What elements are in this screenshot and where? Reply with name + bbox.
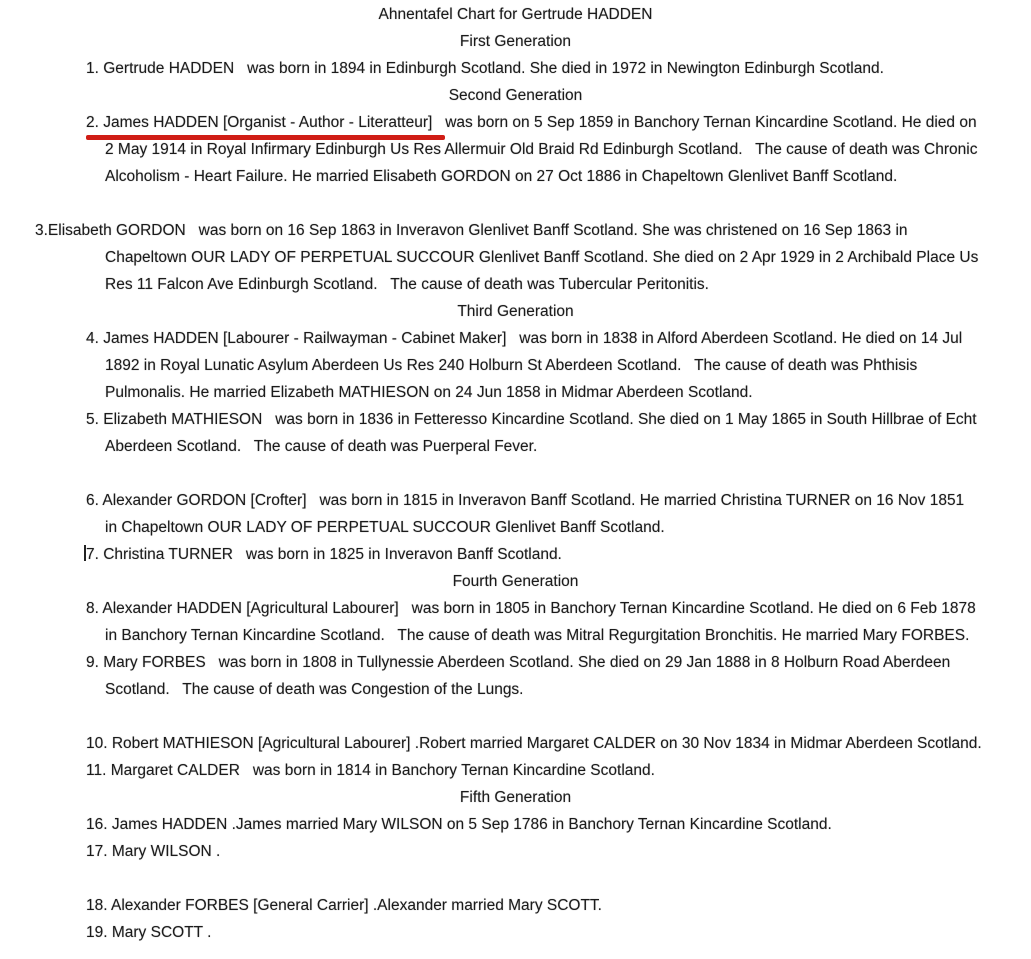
ahnentafel-entry (0, 487, 1031, 541)
entry-line: Res 11 Falcon Ave Edinburgh Scotland. The cause of death was Tubercular Peritonitis. (105, 276, 709, 293)
entry-line: 5. Elizabeth MATHIESON was born in 1836 in Fetteresso Kincardine Scotland. She died on 1 May 1865 in South Hillbrae of Echt (86, 411, 977, 428)
entry-line: 1. Gertrude HADDEN was born in 1894 in Edinburgh Scotland. She died in 1972 in Newington Edinburgh Scotland. (86, 60, 884, 77)
ahnentafel-entry (0, 892, 1031, 919)
entry-line: 2 May 1914 in Royal Infirmary Edinburgh Us Res Allermuir Old Braid Rd Edinburgh Scotland. The cause of death was Chronic (105, 141, 978, 158)
entry-line: in Chapeltown OUR LADY OF PERPETUAL SUCCOUR Glenlivet Banff Scotland. (105, 519, 665, 536)
ahnentafel-entry (0, 838, 1031, 865)
ahnentafel-entry (0, 217, 1031, 298)
generation-heading: Fourth Generation (452, 573, 579, 590)
document-body (0, 28, 1031, 946)
entry-line: 10. Robert MATHIESON [Agricultural Labourer] .Robert married Margaret CALDER on 30 Nov 1834 in Midmar Aberdeen Scotland. (86, 735, 982, 752)
ahnentafel-entry (0, 757, 1031, 784)
entry-line: Chapeltown OUR LADY OF PERPETUAL SUCCOUR Glenlivet Banff Scotland. She died on 2 Apr 1929 in 2 Archibald Place Us (105, 249, 979, 266)
entry-line: 11. Margaret CALDER was born in 1814 in Banchory Ternan Kincardine Scotland. (86, 762, 655, 779)
entry-line: 19. Mary SCOTT . (86, 924, 212, 941)
ahnentafel-entry (0, 919, 1031, 946)
blank-line (0, 703, 1031, 730)
entry-line: 9. Mary FORBES was born in 1808 in Tullynessie Aberdeen Scotland. She died on 29 Jan 1888 in 8 Holburn Road Aberdeen (86, 654, 951, 671)
generation-heading: Second Generation (448, 87, 583, 104)
ahnentafel-entry (0, 55, 1031, 82)
entry-line: Aberdeen Scotland. The cause of death was Puerperal Fever. (105, 438, 538, 455)
entry-line: 18. Alexander FORBES [General Carrier] .Alexander married Mary SCOTT. (86, 897, 602, 914)
document-title: Ahnentafel Chart for Gertrude HADDEN (378, 6, 653, 23)
ahnentafel-entry (0, 595, 1031, 649)
entry-line: Pulmonalis. He married Elizabeth MATHIESON on 24 Jun 1858 in Midmar Aberdeen Scotland. (105, 384, 753, 401)
generation-heading: First Generation (459, 33, 572, 50)
entry-line: 3.Elisabeth GORDON was born on 16 Sep 1863 in Inveravon Glenlivet Banff Scotland. She was christened on 16 Sep 1863 in (35, 222, 908, 239)
ahnentafel-entry (0, 649, 1031, 703)
ahnentafel-entry (0, 541, 1031, 568)
entry-line: in Banchory Ternan Kincardine Scotland. The cause of death was Mitral Regurgitation Bronchitis. He married Mary FORBES. (105, 627, 970, 644)
blank-line (0, 460, 1031, 487)
entry-line: 1892 in Royal Lunatic Asylum Aberdeen Us Res 240 Holburn St Aberdeen Scotland. The cause of death was Phthisis (105, 357, 918, 374)
entry-line: 16. James HADDEN .James married Mary WILSON on 5 Sep 1786 in Banchory Ternan Kincardine Scotland. (86, 816, 832, 833)
entry-line: 8. Alexander HADDEN [Agricultural Labourer] was born in 1805 in Banchory Ternan Kincardine Scotland. He died on 6 Feb 1878 (86, 600, 976, 617)
generation-heading: Third Generation (457, 303, 574, 320)
ahnentafel-entry (0, 811, 1031, 838)
entry-line: Alcoholism - Heart Failure. He married Elisabeth GORDON on 27 Oct 1886 in Chapeltown Glenlivet Banff Scotland. (105, 168, 898, 185)
ahnentafel-entry (0, 406, 1031, 460)
entry-line: 7. Christina TURNER was born in 1825 in Inveravon Banff Scotland. (86, 546, 562, 563)
ahnentafel-entry (0, 109, 1031, 190)
blank-line (0, 865, 1031, 892)
entry-line: Scotland. The cause of death was Congestion of the Lungs. (105, 681, 524, 698)
entry-line: 2. James HADDEN [Organist - Author - Literatteur] was born on 5 Sep 1859 in Banchory Ternan Kincardine Scotland. He died on (0, 109, 1031, 136)
blank-line (0, 190, 1031, 217)
entry-line: 17. Mary WILSON . (86, 843, 221, 860)
text-cursor-artifact (84, 545, 86, 561)
entry-line: 6. Alexander GORDON [Crofter] was born in 1815 in Inveravon Banff Scotland. He married Christina TURNER on 16 Nov 1851 (86, 492, 965, 509)
ahnentafel-entry (0, 325, 1031, 406)
generation-heading: Fifth Generation (459, 789, 572, 806)
entry-line: 4. James HADDEN [Labourer - Railwayman - Cabinet Maker] was born in 1838 in Alford Aberdeen Scotland. He died on 14 Jul (86, 330, 963, 347)
ahnentafel-entry (0, 730, 1031, 757)
